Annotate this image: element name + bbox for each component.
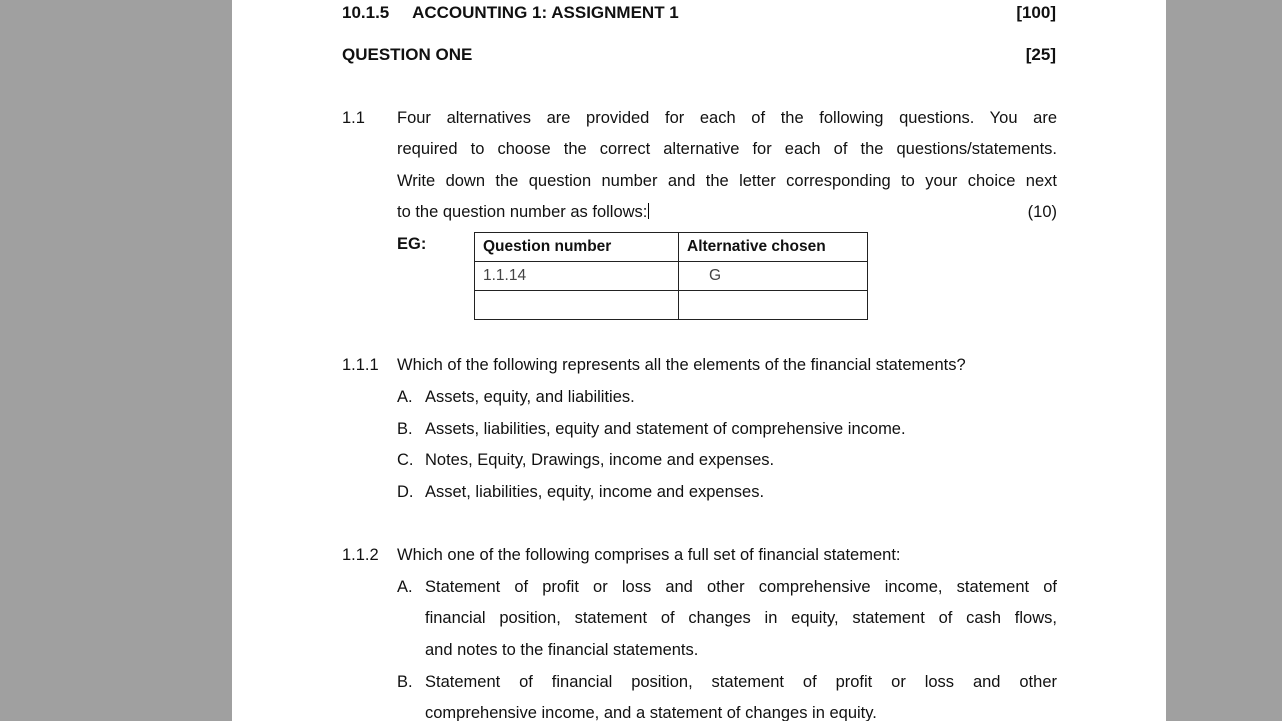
example-header-alternative-chosen: Alternative chosen (679, 233, 868, 262)
q1-1-1-option-b-text: Assets, liabilities, equity and statement of comprehensive income. (425, 420, 906, 438)
q1-1-line-1: Four alternatives are provided for each of the following questions. You are (397, 109, 1057, 127)
q1-1-1-option-b-letter: B. (397, 420, 413, 438)
q1-1-1-text: Which of the following represents all the elements of the financial statements? (397, 356, 966, 374)
question-title: QUESTION ONE (342, 45, 473, 64)
example-cell-empty (679, 291, 868, 320)
q1-1-2-option-a-line-1: Statement of profit or loss and other comprehensive income, statement of (425, 578, 1057, 596)
example-label: EG: (397, 235, 427, 253)
q1-1-2-option-b-line-1: Statement of financial position, statement of profit or loss and other (425, 673, 1057, 691)
q1-1-1-number: 1.1.1 (342, 356, 379, 374)
q1-1-2-option-a-line-2: financial position, statement of changes in equity, statement of cash flows, (425, 609, 1057, 627)
assignment-total-marks: [100] (1016, 3, 1056, 22)
assignment-title: ACCOUNTING 1: ASSIGNMENT 1 (412, 3, 679, 22)
assignment-title-group (342, 3, 679, 23)
q1-1-line-3: Write down the question number and the letter corresponding to your choice next (397, 172, 1057, 190)
q1-1-line-4: to the question number as follows: (397, 203, 648, 221)
q1-1-1-option-d-text: Asset, liabilities, equity, income and expenses. (425, 483, 765, 501)
q1-1-1-option-d-letter: D. (397, 483, 414, 501)
example-cell-alternative: G (679, 262, 868, 291)
assignment-heading (342, 3, 1056, 23)
table-row (475, 291, 868, 320)
q1-1-line-2: required to choose the correct alternative for each of the questions/statements. (397, 140, 1057, 158)
q1-1-number: 1.1 (342, 109, 365, 127)
example-cell-question-number: 1.1.14 (475, 262, 679, 291)
q1-1-2-option-a-letter: A. (397, 578, 413, 596)
question-marks: [25] (1025, 45, 1056, 64)
example-header-question-number: Question number (475, 233, 679, 262)
document-page[interactable] (232, 0, 1166, 721)
q1-1-2-option-b-letter: B. (397, 673, 413, 691)
table-row (475, 262, 868, 291)
text-cursor (648, 203, 649, 219)
q1-1-1-option-a-text: Assets, equity, and liabilities. (425, 388, 635, 406)
q1-1-2-text: Which one of the following comprises a full set of financial statement: (397, 546, 901, 564)
assignment-code: 10.1.5 (342, 3, 390, 22)
q1-1-2-option-b-line-2: comprehensive income, and a statement of changes in equity. (425, 704, 877, 721)
q1-1-2-number: 1.1.2 (342, 546, 379, 564)
q1-1-line-4-wrap (397, 203, 649, 222)
q1-1-marks: (10) (1027, 203, 1057, 221)
q1-1-1-option-c-letter: C. (397, 451, 414, 469)
example-cell-empty (475, 291, 679, 320)
example-table-header-row (475, 233, 868, 262)
question-heading (342, 45, 1056, 65)
example-table (474, 232, 868, 320)
q1-1-1-option-a-letter: A. (397, 388, 413, 406)
q1-1-1-option-c-text: Notes, Equity, Drawings, income and expenses. (425, 451, 775, 469)
q1-1-2-option-a-line-3: and notes to the financial statements. (425, 641, 699, 659)
